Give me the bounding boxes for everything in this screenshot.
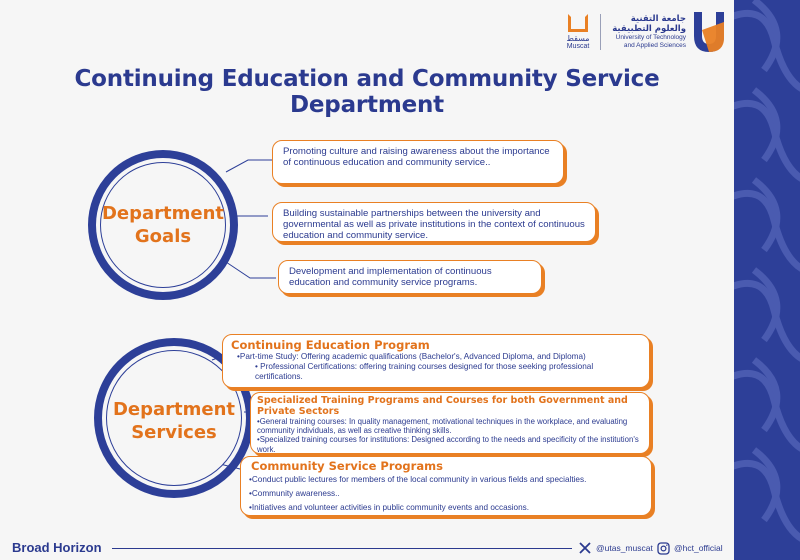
university-name-arabic-2: والعلوم التطبيقية <box>612 24 686 34</box>
muscat-logo-english: Muscat <box>566 43 590 50</box>
university-name-arabic-1: جامعة التقنية <box>630 14 686 24</box>
service-program-item: •Conduct public lectures for members of the local community in various fields and specialties. <box>249 475 587 484</box>
service-program-title: Specialized Training Programs and Courses for both Government and Private Sectors <box>257 395 628 417</box>
service-program-item: •Part-time Study: Offering academic qualifications (Bachelor's, Advanced Diploma, and Diploma) <box>237 352 586 361</box>
instagram-icon <box>656 541 670 555</box>
x-logo-icon <box>578 541 592 555</box>
services-label-line1: Department <box>112 399 236 420</box>
brand-name: Broad Horizon <box>12 540 102 555</box>
muscat-logo-arabic: مسقط <box>566 34 590 43</box>
services-label <box>106 398 242 445</box>
service-program-title: Continuing Education Program <box>231 338 430 352</box>
service-program-item: •Initiatives and volunteer activities in public community events and occasions. <box>249 502 530 512</box>
goals-label-line1: Department <box>101 203 225 224</box>
instagram-social-link[interactable] <box>656 540 723 556</box>
instagram-handle: @hct_official <box>674 543 723 553</box>
service-program-item: •General training courses: In quality management, motivational techniques in the workplace, and evaluating community individuals, as well as creative thinking skills. <box>257 417 628 436</box>
service-program-item: •Community awareness.. <box>249 488 340 498</box>
muscat-campus-logo <box>560 10 596 54</box>
x-social-link[interactable] <box>578 540 653 556</box>
goal-item-1: Promoting culture and raising awareness about the importance of continuous education and community service.. <box>272 140 564 184</box>
goals-label-line2: Goals <box>134 226 192 248</box>
service-program-title: Community Service Programs <box>251 459 443 473</box>
university-logo-icon <box>688 8 730 56</box>
logo-divider <box>600 14 601 50</box>
goals-label <box>100 202 226 249</box>
decorative-side-band <box>734 0 800 560</box>
service-program-continuing-education <box>222 334 650 388</box>
goal-item-3: Development and implementation of continuous education and community service programs. <box>278 260 542 294</box>
footer-divider <box>112 548 572 549</box>
university-name-english-2: and Applied Sciences <box>623 41 686 49</box>
x-handle: @utas_muscat <box>596 543 653 553</box>
services-label-line2: Services <box>131 422 217 444</box>
page-title: Continuing Education and Community Service Department <box>74 66 660 118</box>
service-program-specialized-training <box>250 392 650 454</box>
logo-area <box>560 8 730 56</box>
service-program-item: • Professional Certifications: offering training courses designed for those seeking professional certifications. <box>255 361 594 381</box>
university-name <box>606 14 686 49</box>
service-program-item: •Specialized training courses for institutions: Designed according to the needs and specificity of the institution's work. <box>257 435 639 454</box>
muscat-logo-icon <box>568 14 588 32</box>
university-name-english-1: University of Technology <box>615 34 686 41</box>
goal-item-2: Building sustainable partnerships between the university and governmental as well as private institutions in the context of continuous education and community service. <box>272 202 596 242</box>
service-program-community-service <box>240 456 652 516</box>
